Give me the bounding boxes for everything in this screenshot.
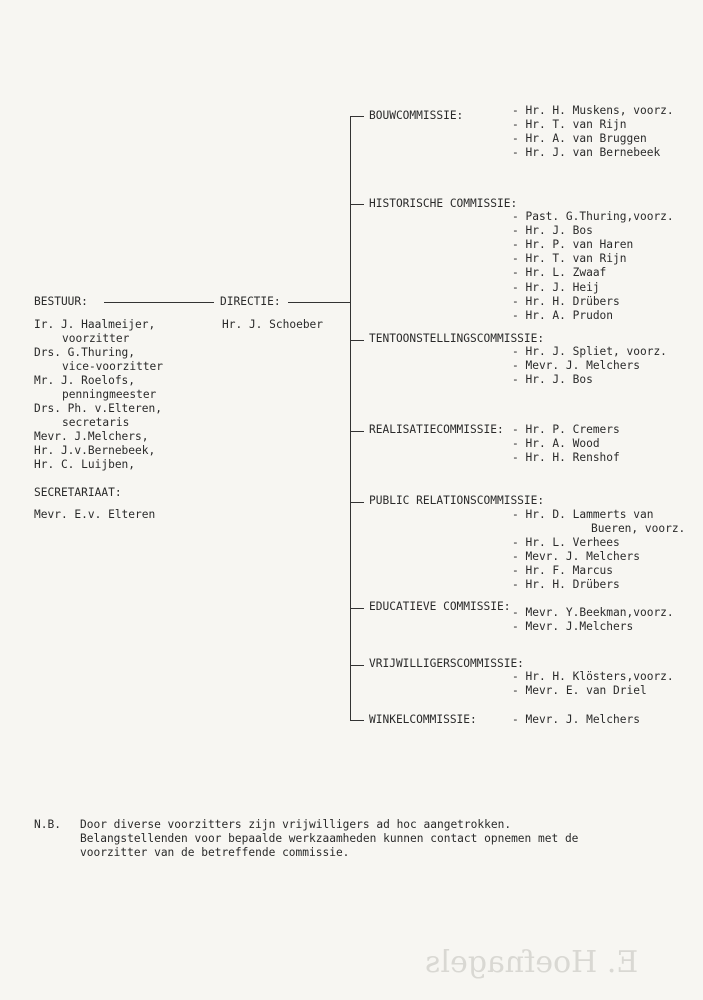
commissie-member: - Hr. J. Heij [512,281,600,294]
commissie-name-tentoonstelling: TENTOONSTELLINGSCOMMISSIE: [369,332,545,345]
commissie-name-educatief: EDUCATIEVE COMMISSIE: [369,600,511,613]
commissie-member: - Mevr. J. Melchers [512,359,640,372]
commissie-member: - Mevr. J.Melchers [512,620,634,633]
nb-line: voorzitter van de betreffende commissie. [80,846,350,859]
bestuur-member: Hr. J.v.Bernebeek, [34,444,156,457]
commissie-member: - Hr. J. Bos [512,224,593,237]
commissie-member: - Hr. H. Drübers [512,578,620,591]
branch-winkel [350,720,364,721]
commissie-member: - Hr. L. Verhees [512,536,620,549]
branch-vrijwilligers [350,665,364,666]
bestuur-member-role: voorzitter [62,332,130,345]
bestuur-member: Drs. G.Thuring, [34,346,136,359]
commissie-member-continued: Bueren, voorz. [591,522,686,535]
commissie-member: - Hr. D. Lammerts van [512,508,654,521]
commissie-member: - Hr. F. Marcus [512,564,614,577]
bestuur-member: Drs. Ph. v.Elteren, [34,402,162,415]
branch-bouw [350,116,364,117]
commissie-member: - Hr. A. Prudon [512,309,614,322]
branch-public-relations [350,502,364,503]
commissie-member: - Hr. P. van Haren [512,238,634,251]
nb-line: Belangstellenden voor bepaalde werkzaamheden kunnen contact opnemen met de [80,832,579,845]
bestuur-to-directie-line [104,302,214,303]
commissie-member: - Hr. P. Cremers [512,423,620,436]
commissie-member: - Mevr. J. Melchers [512,713,640,726]
bestuur-member-role: vice-voorzitter [62,360,164,373]
commissie-member: - Hr. J. van Bernebeek [512,146,661,159]
commissie-member: - Hr. H. Drübers [512,295,620,308]
commissie-name-vrijwilligers: VRIJWILLIGERSCOMMISSIE: [369,657,524,670]
secretariaat-member: Mevr. E.v. Elteren [34,508,156,521]
nb-label: N.B. [34,818,61,831]
commissie-name-bouw: BOUWCOMMISSIE: [369,109,464,122]
commissie-member: - Hr. H. Renshof [512,451,620,464]
commissie-member: - Hr. T. van Rijn [512,252,627,265]
branch-historisch [350,204,364,205]
commissie-member: - Mevr. J. Melchers [512,550,640,563]
branch-educatief [350,608,364,609]
directie-heading: DIRECTIE: [220,295,281,308]
bestuur-member: Mevr. J.Melchers, [34,430,149,443]
bleed-through-signature: E. Hoefnagels [425,945,639,980]
branch-tentoonstelling [350,340,364,341]
secretariaat-heading: SECRETARIAAT: [34,486,122,499]
nb-line: Door diverse voorzitters zijn vrijwilligers ad hoc aangetrokken. [80,818,512,831]
commissie-member: - Hr. H. Klösters,voorz. [512,670,674,683]
commissie-member: - Hr. A. van Bruggen [512,132,647,145]
commissie-member: - Past. G.Thuring,voorz. [512,210,674,223]
commissie-member: - Mevr. Y.Beekman,voorz. [512,606,674,619]
commissie-member: - Hr. T. van Rijn [512,118,627,131]
bestuur-member: Mr. J. Roelofs, [34,374,136,387]
commissie-name-public-relations: PUBLIC RELATIONSCOMMISSIE: [369,494,545,507]
commissie-member: - Mevr. E. van Driel [512,684,647,697]
bestuur-member: Hr. C. Luijben, [34,458,136,471]
commissie-name-realisatie: REALISATIECOMMISSIE: [369,423,504,436]
commissie-member: - Hr. H. Muskens, voorz. [512,104,674,117]
tree-trunk-line [350,116,351,720]
commissie-member: - Hr. L. Zwaaf [512,266,607,279]
branch-realisatie [350,431,364,432]
directie-member: Hr. J. Schoeber [222,318,324,331]
bestuur-heading: BESTUUR: [34,295,88,308]
bestuur-member-role: secretaris [62,416,130,429]
commissie-name-historisch: HISTORISCHE COMMISSIE: [369,197,518,210]
bestuur-member-role: penningmeester [62,388,157,401]
commissie-member: - Hr. J. Spliet, voorz. [512,345,667,358]
commissie-name-winkel: WINKELCOMMISSIE: [369,713,477,726]
commissie-member: - Hr. J. Bos [512,373,593,386]
bestuur-member: Ir. J. Haalmeijer, [34,318,156,331]
commissie-member: - Hr. A. Wood [512,437,600,450]
directie-to-tree-line [288,302,350,303]
